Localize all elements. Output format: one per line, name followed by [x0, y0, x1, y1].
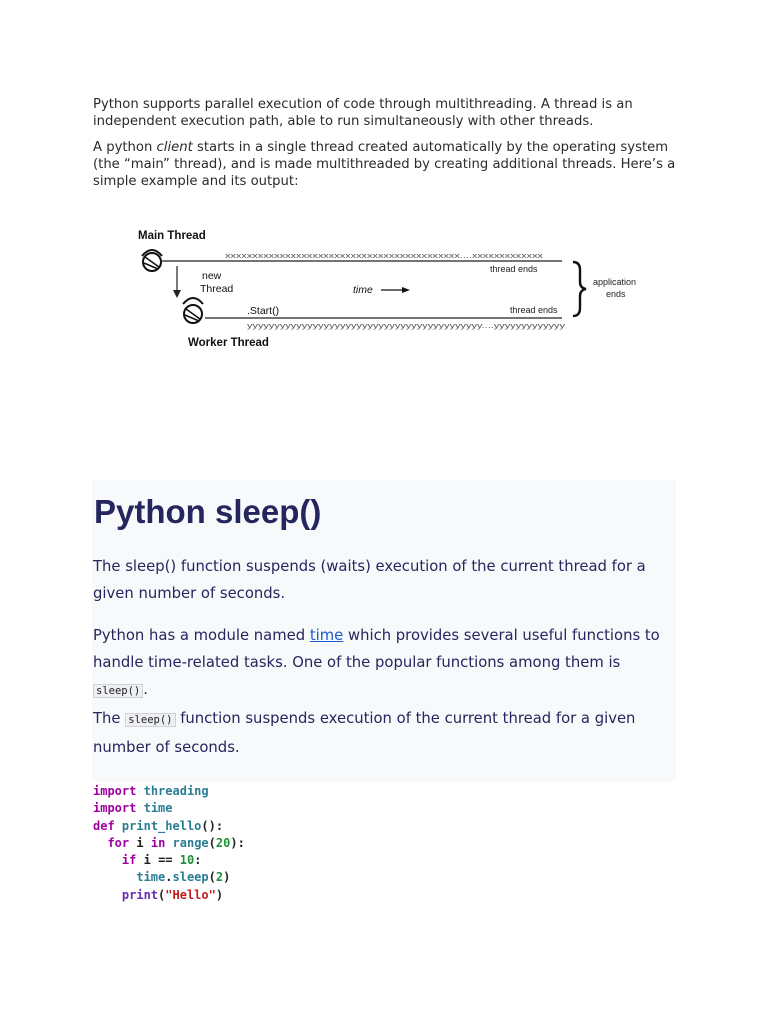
inline-code-sleep: sleep() — [93, 684, 143, 698]
code-punct: : — [194, 853, 202, 868]
intro-text: A python — [93, 140, 157, 155]
code-string: "Hello" — [165, 887, 216, 902]
code-module: threading — [143, 784, 209, 798]
main-thread-ends-label: thread ends — [490, 264, 538, 274]
start-call-label: .Start() — [247, 305, 280, 317]
worker-thread-ends-label: thread ends — [510, 305, 558, 315]
code-punct: ) — [223, 870, 231, 885]
code-builtin: print — [121, 887, 159, 902]
section-title: Python sleep() — [94, 493, 322, 530]
code-punct: (): — [201, 818, 224, 833]
sleep-section — [92, 480, 676, 782]
time-module-link[interactable]: time — [309, 627, 344, 644]
sleep-paragraph-2 — [93, 622, 671, 761]
code-keyword: if — [121, 853, 137, 868]
application-ends-label-2: ends — [606, 289, 626, 299]
code-number: 10 — [179, 853, 195, 868]
intro-text-rest: starts in a single thread created automatically by the operating system (the “main” thread), and is made multithreaded by creating additional threads. Here’s a simple example and its output: — [93, 140, 676, 189]
worker-thread-label: Worker Thread — [188, 337, 269, 349]
code-keyword: import — [93, 801, 137, 816]
client-emphasis: client — [156, 140, 193, 155]
new-thread-label-2: Thread — [200, 283, 234, 295]
application-brace — [573, 262, 586, 316]
inline-code-sleep: sleep() — [125, 713, 175, 727]
intro-paragraph-1: Python supports parallel execution of code through multithreading. A thread is an independent execution path, able to run simultaneously with other threads. — [93, 97, 633, 129]
code-builtin: range — [172, 835, 209, 850]
sleep-text: . — [143, 681, 148, 698]
sleep-paragraph-1: The sleep() function suspends (waits) execution of the current thread for a given number of seconds. — [93, 558, 646, 602]
code-block: import threading import time def print_hello(): for i in range(20): if i == 10: time.sleep(2) print("Hello") — [93, 784, 245, 902]
intro-paragraph-2 — [93, 139, 683, 190]
sleep-text: Python has a module named — [93, 627, 310, 644]
application-ends-label-1: application — [593, 277, 637, 287]
code-number: 2 — [215, 870, 224, 885]
main-thread-output: xxxxxxxxxxxxxxxxxxxxxxxxxxxxxxxxxxxxxxxxxxx....xxxxxxxxxxxxx — [225, 251, 544, 260]
new-thread-arrowhead — [173, 290, 181, 298]
new-thread-label-1: new — [202, 270, 222, 282]
time-label: time — [353, 284, 373, 296]
code-function-name: sleep — [172, 870, 209, 885]
sleep-text: which provides several useful functions to handle time-related tasks. One of the popular functions among them is — [93, 627, 660, 671]
code-module: time — [136, 870, 166, 885]
code-keyword: def — [93, 818, 115, 833]
thread-diagram — [130, 224, 660, 354]
main-thread-spool-icon — [142, 250, 162, 271]
worker-thread-output: yyyyyyyyyyyyyyyyyyyyyyyyyyyyyyyyyyyyyyyyyyy....yyyyyyyyyyyyy — [247, 321, 566, 330]
code-punct: ): — [230, 835, 245, 850]
time-arrowhead — [402, 287, 410, 293]
code-keyword: in — [150, 835, 166, 850]
code-punct: ) — [215, 887, 224, 902]
main-thread-label: Main Thread — [138, 230, 206, 242]
worker-thread-spool-icon — [183, 298, 203, 323]
code-variable: i — [136, 835, 144, 850]
sleep-text: function suspends execution of the current thread for a given number of seconds. — [93, 710, 636, 756]
code-variable: i — [143, 853, 151, 868]
code-number: 20 — [215, 835, 231, 850]
code-module: time — [143, 801, 173, 816]
sleep-text: The — [93, 710, 126, 727]
code-function-name: print_hello — [121, 818, 202, 833]
code-keyword: import — [93, 784, 137, 798]
code-operator: == — [158, 853, 173, 868]
code-keyword: for — [107, 835, 130, 850]
